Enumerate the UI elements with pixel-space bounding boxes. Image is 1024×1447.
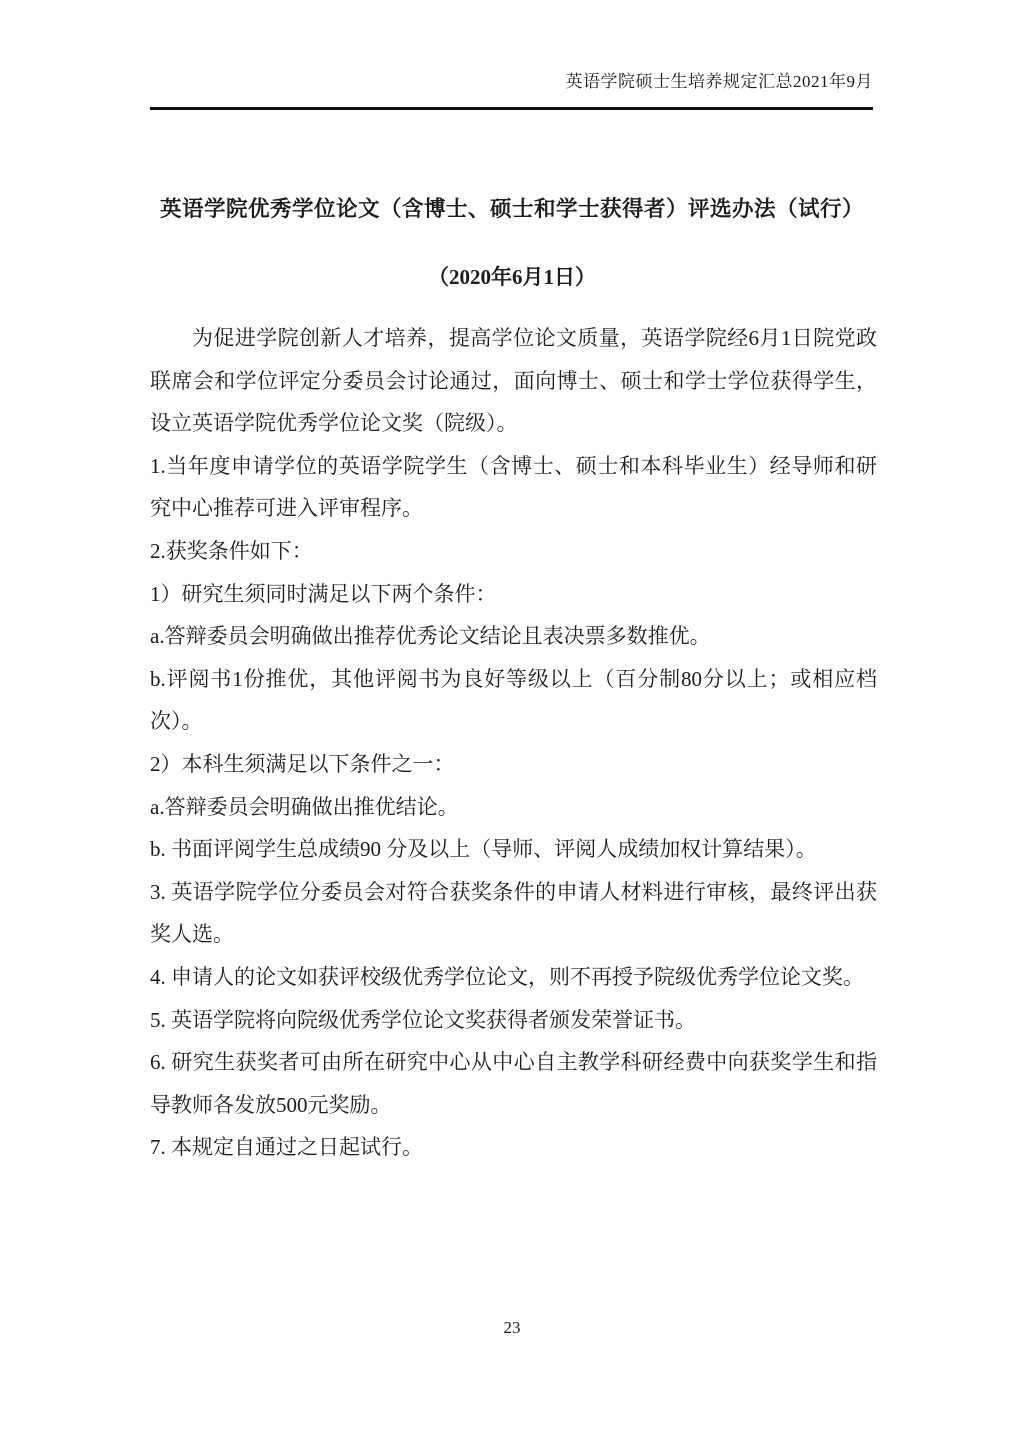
paragraph: 1.当年度申请学位的英语学院学生（含博士、硕士和本科毕业生）经导师和研究中心推荐可进入评审程序。 — [150, 453, 877, 521]
paragraph: 6. 研究生获奖者可由所在研究中心从中心自主教学科研经费中向获奖学生和指导教师各发放500元奖励。 — [150, 1050, 877, 1117]
document-body — [150, 317, 877, 1169]
document-title: 英语学院优秀学位论文（含博士、硕士和学士获得者）评选办法（试行） — [159, 197, 864, 221]
document-date: （2020年6月1日） — [428, 265, 596, 289]
paragraph: 1）研究生须同时满足以下两个条件： — [150, 581, 497, 606]
page-number: 23 — [503, 1318, 521, 1337]
paragraph: 7. 本规定自通过之日起试行。 — [150, 1135, 423, 1160]
paragraph: 2.获奖条件如下： — [150, 538, 313, 563]
header-rule — [150, 107, 873, 110]
running-header-text: 英语学院硕士生培养规定汇总2021年9月 — [565, 72, 873, 91]
paragraph: 2）本科生须满足以下条件之一： — [150, 751, 455, 776]
paragraph: 4. 申请人的论文如获评校级优秀学位论文，则不再授予院级优秀学位论文奖。 — [150, 964, 864, 989]
paragraph: b.评阅书1份推优，其他评阅书为良好等级以上（百分制80分以上；或相应档次）。 — [150, 666, 877, 734]
paragraph: a.答辩委员会明确做出推优结论。 — [150, 794, 459, 819]
paragraph: a.答辩委员会明确做出推荐优秀论文结论且表决票多数推优。 — [150, 624, 711, 649]
paragraph: b. 书面评阅学生总成绩90 分及以上（导师、评阅人成绩加权计算结果）。 — [150, 837, 817, 862]
paragraph: 5. 英语学院将向院级优秀学位论文奖获得者颁发荣誉证书。 — [150, 1007, 696, 1032]
paragraph: 3. 英语学院学位分委员会对符合获奖条件的申请人材料进行审核，最终评出获奖人选。 — [150, 879, 877, 947]
paragraph: 为促进学院创新人才培养，提高学位论文质量，英语学院经6月1日院党政联席会和学位评定分委员会讨论通过，面向博士、硕士和学士学位获得学生，设立英语学院优秀学位论文奖（院级）。 — [150, 326, 877, 436]
